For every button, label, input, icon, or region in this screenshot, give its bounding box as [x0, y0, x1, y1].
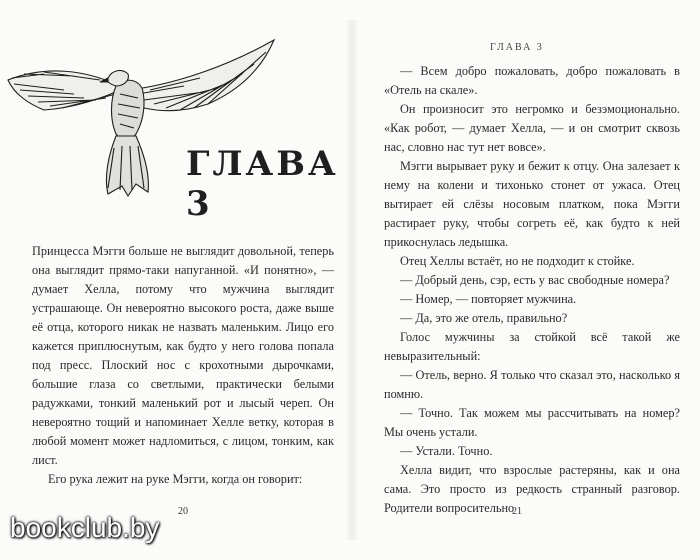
page-number: 20: [178, 506, 188, 517]
paragraph: — Отель, верно. Я только что сказал это, насколько я помню.: [384, 368, 680, 401]
left-page-body: [32, 242, 334, 489]
running-head: ГЛАВА 3: [490, 42, 544, 53]
paragraph: — Да, это же отель, правильно?: [400, 311, 568, 325]
paragraph: Его рука лежит на руке Мэгги, когда он говорит:: [48, 472, 303, 486]
paragraph: Хелла видит, что взрослые растеряны, как и она сама. Это просто из редкость странный разговор. Родители вопросительно: [384, 463, 680, 515]
paragraph: Отец Хеллы встаёт, но не подходит к стойке.: [400, 254, 635, 268]
left-page: [0, 0, 345, 540]
paragraph: — Номер, — повторяет мужчина.: [400, 292, 577, 306]
book-gutter: [345, 20, 359, 540]
paragraph: Принцесса Мэгги больше не выглядит довольной, теперь она выглядит прямо-таки напуганной. «И понятно», — думает Хелла, потому что мужчина выглядит устрашающе. Он невероятно высокого роста, даже выше её отца, которого никак не назвать маленьким. Лицо его кажется приплюснутым, как будто у него голова попала под пресс. Плоский нос с крохотными дырочками, большие глаза со светлыми, практически белыми радужками, тонкий маленький рот и лысый череп. Он невероятно тощий и напоминает Хелле ветку, которая в любой момент может надломиться, с лицом, тонким, как лист.: [32, 244, 334, 467]
chapter-title: ГЛАВА 3: [186, 144, 339, 224]
watermark: bookclub.by: [10, 512, 160, 543]
paragraph: — Точно. Так можем мы рассчитывать на номер? Мы очень устали.: [384, 406, 680, 439]
paragraph: — Устали. Точно.: [400, 444, 493, 458]
right-page-body: [384, 62, 680, 518]
paragraph: Голос мужчины за стойкой всё такой же невыразительный:: [384, 330, 680, 363]
paragraph: Мэгги вырывает руку и бежит к отцу. Она залезает к нему на колени и тихонько стонет от ужаса. Отец вытирает ей слёзы носовым платком, пока Мэгги растирает руку, чтобы согреть её, как будто к ней прикоснулась ледышка.: [384, 159, 680, 249]
paragraph: — Всем добро пожаловать, добро пожаловать в «Отель на скале».: [384, 64, 680, 97]
page-number: 21: [512, 506, 522, 517]
right-page: [360, 0, 690, 540]
paragraph: — Добрый день, сэр, есть у вас свободные номера?: [400, 273, 670, 287]
paragraph: Он произносит это негромко и безэмоционально. «Как робот, — думает Хелла, — и он смотрит сквозь нас, словно нас тут нет вовсе».: [384, 102, 680, 154]
